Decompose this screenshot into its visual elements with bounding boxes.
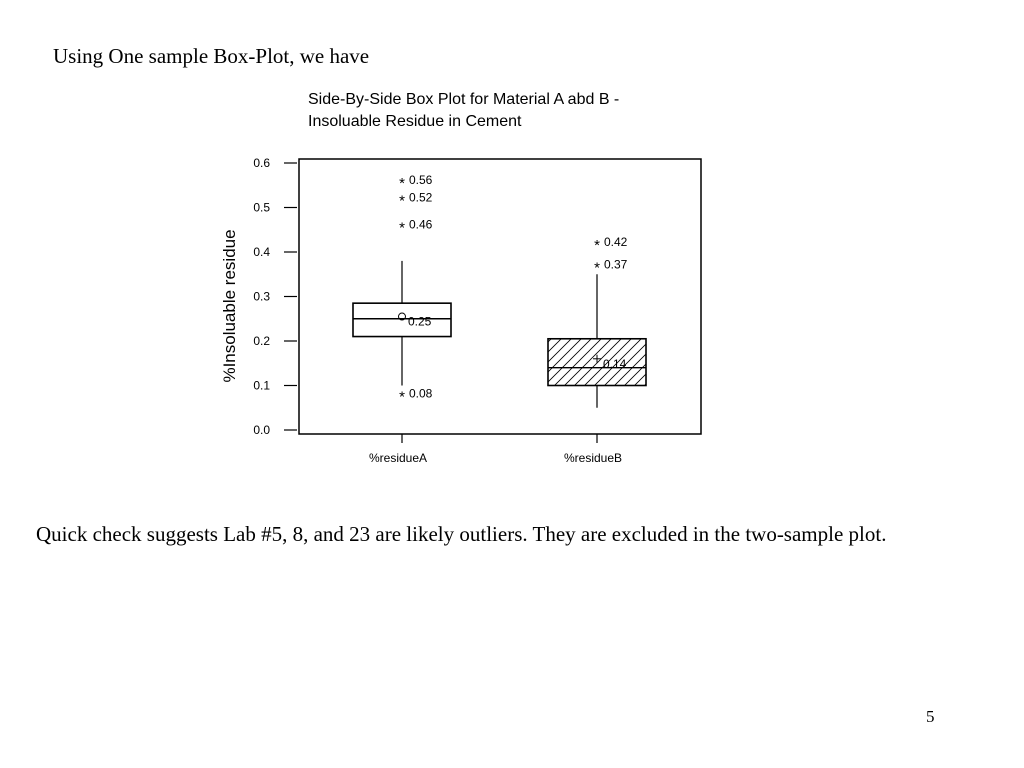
outlier-marker: *	[399, 174, 405, 192]
y-tick-label: 0.1	[253, 378, 270, 393]
chart-title-line-2: Insoluable Residue in Cement	[308, 113, 522, 130]
y-tick-label: 0.0	[253, 423, 270, 437]
x-axis	[369, 434, 622, 465]
y-tick-label: 0.3	[253, 289, 270, 304]
page-number: 5	[926, 707, 935, 726]
outlier-label: 0.37	[604, 257, 628, 272]
y-tick-label: 0.6	[253, 156, 270, 170]
y-axis	[253, 156, 297, 437]
box-residue-a	[353, 173, 451, 406]
box-series	[353, 173, 646, 408]
outlier-label: 0.42	[604, 235, 628, 250]
outlier-marker: *	[399, 192, 405, 210]
outlier-label: 0.08	[409, 386, 433, 401]
outlier-label: 0.52	[409, 190, 433, 205]
mean-label: 0.25	[408, 314, 432, 329]
y-axis-label: %Insoluable residue	[220, 229, 239, 383]
outlier-label: 0.46	[409, 217, 433, 232]
outlier-marker: *	[594, 237, 600, 255]
outlier-label: 0.56	[409, 172, 433, 187]
mean-label: 0.14	[603, 356, 627, 371]
y-tick-label: 0.2	[253, 334, 270, 348]
slide-heading: Using One sample Box-Plot, we have	[53, 44, 370, 68]
box-residue-b	[548, 235, 646, 408]
outlier-marker: *	[399, 219, 405, 237]
y-tick-label: 0.4	[253, 245, 270, 259]
x-tick-label: %residueB	[563, 451, 623, 465]
y-tick-label: 0.5	[253, 200, 270, 215]
plot-frame	[299, 159, 701, 434]
outlier-marker: *	[399, 388, 405, 406]
chart-title-line-1: Side-By-Side Box Plot for Material A abd B -	[308, 91, 620, 108]
x-tick-label: %residueA	[368, 451, 428, 465]
outlier-marker: *	[594, 259, 600, 277]
slide-footnote: Quick check suggests Lab #5, 8, and 23 are likely outliers. They are excluded in the two-sample plot.	[36, 522, 887, 546]
